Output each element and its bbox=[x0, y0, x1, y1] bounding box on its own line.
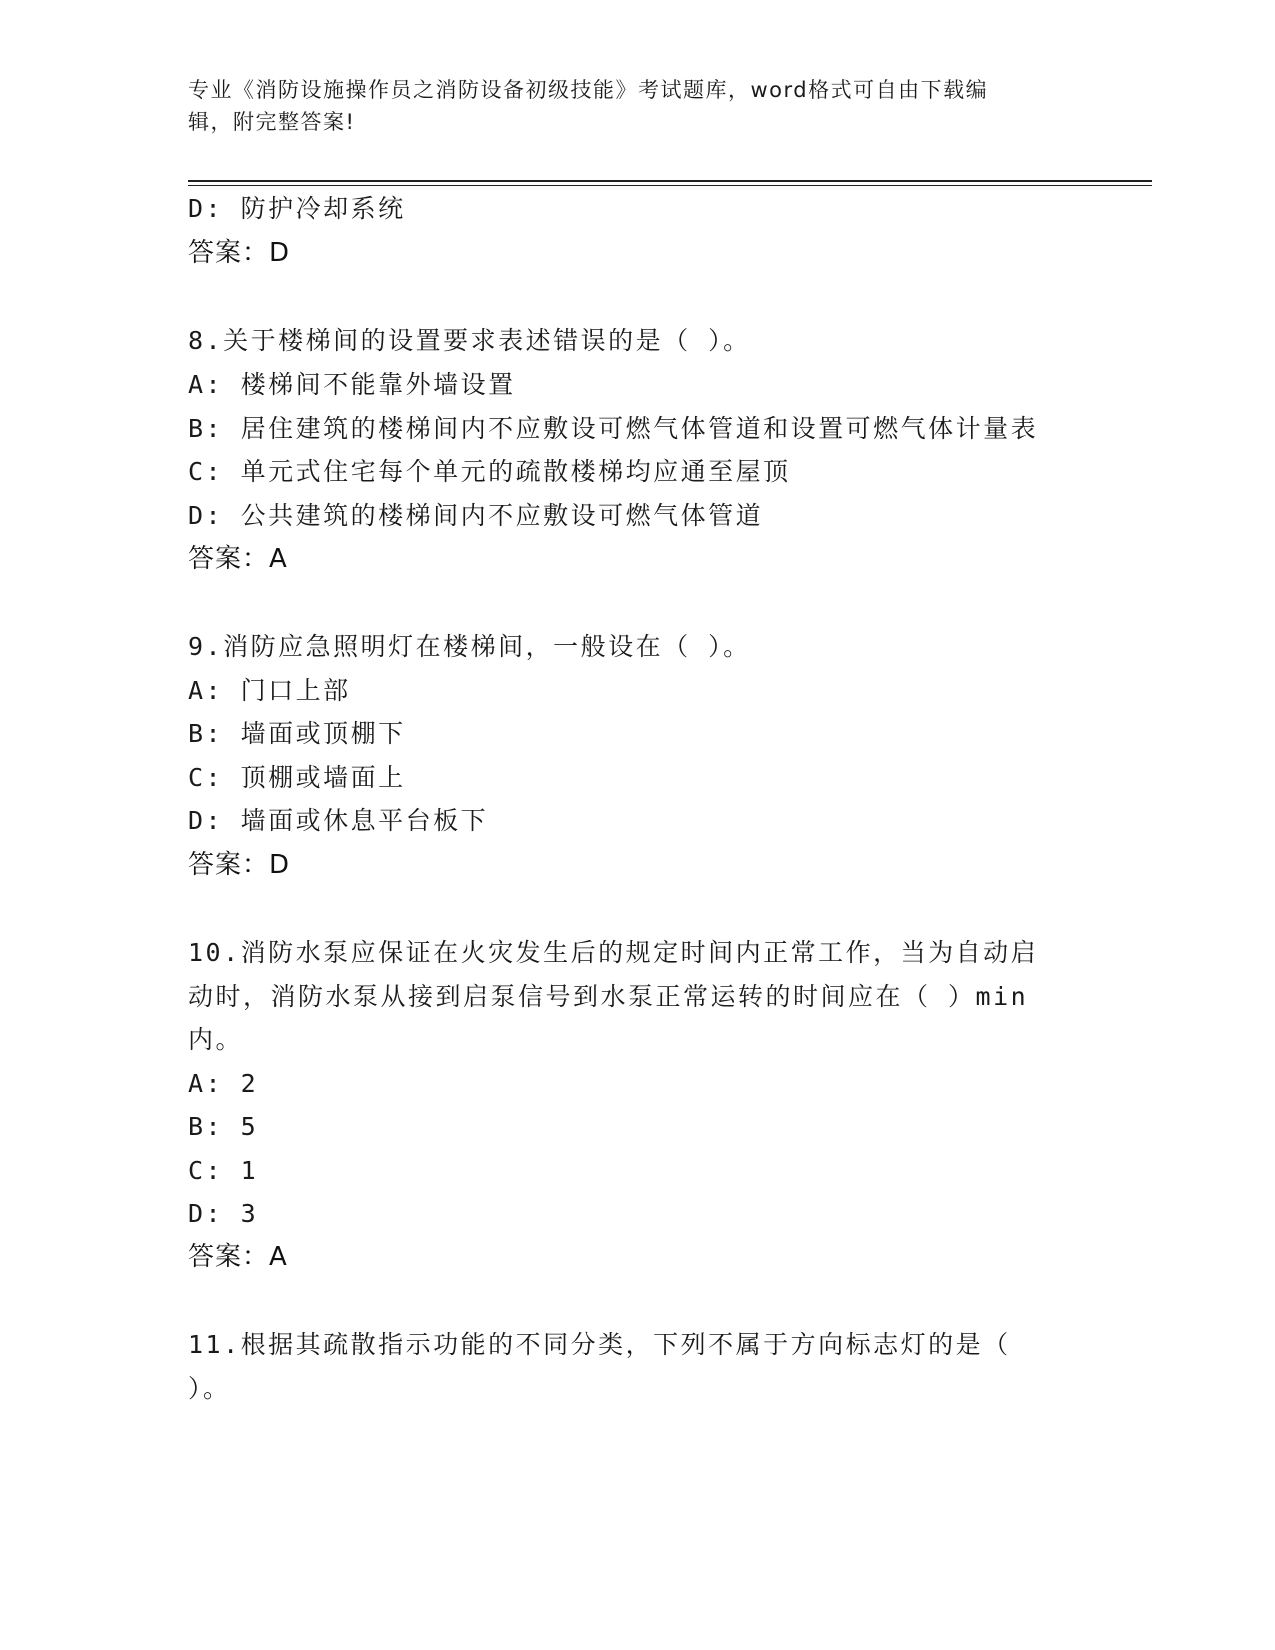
q8-option-c: C: 单元式住宅每个单元的疏散楼梯均应通至屋顶 bbox=[188, 457, 791, 486]
q9-option-c: C: 顶棚或墙面上 bbox=[188, 763, 406, 792]
q8-option-a: A: 楼梯间不能靠外墙设置 bbox=[188, 370, 516, 399]
q9-answer: 答案：D bbox=[188, 850, 291, 880]
page-header bbox=[188, 74, 1068, 138]
q8-option-d: D: 公共建筑的楼梯间内不应敷设可燃气体管道 bbox=[188, 501, 764, 530]
q10-option-a: A: 2 bbox=[188, 1069, 259, 1098]
q11-stem-line-1: 11.根据其疏散指示功能的不同分类，下列不属于方向标志灯的是（ bbox=[188, 1330, 1011, 1359]
q10-stem-line-1: 10.消防水泵应保证在火灾发生后的规定时间内正常工作，当为自动启 bbox=[188, 938, 1039, 967]
q9-stem: 9.消防应急照明灯在楼梯间，一般设在（ ）。 bbox=[188, 632, 751, 661]
q8-stem: 8.关于楼梯间的设置要求表述错误的是（ ）。 bbox=[188, 326, 751, 355]
header-divider-thin bbox=[188, 185, 1152, 186]
q11-stem-line-2: ）。 bbox=[188, 1374, 231, 1403]
q10-stem-line-3: 内。 bbox=[188, 1025, 244, 1054]
q9-option-a: A: 门口上部 bbox=[188, 676, 351, 705]
q8-answer: 答案：A bbox=[188, 544, 288, 574]
q7-option-d: D: 防护冷却系统 bbox=[188, 194, 406, 223]
header-line-2: 辑，附完整答案! bbox=[188, 110, 356, 134]
q10-stem-line-2: 动时，消防水泵从接到启泵信号到水泵正常运转的时间应在（ ）min bbox=[188, 982, 1029, 1011]
q9-option-b: B: 墙面或顶棚下 bbox=[188, 719, 406, 748]
q10-option-d: D: 3 bbox=[188, 1199, 259, 1228]
q10-option-b: B: 5 bbox=[188, 1112, 259, 1141]
header-divider-thick bbox=[188, 180, 1152, 182]
q9-option-d: D: 墙面或休息平台板下 bbox=[188, 806, 489, 835]
q8-option-b: B: 居住建筑的楼梯间内不应敷设可燃气体管道和设置可燃气体计量表 bbox=[188, 414, 1039, 443]
q7-answer: 答案：D bbox=[188, 238, 291, 268]
q10-option-c: C: 1 bbox=[188, 1156, 259, 1185]
q10-answer: 答案：A bbox=[188, 1242, 288, 1272]
header-line-1: 专业《消防设施操作员之消防设备初级技能》考试题库，word格式可自由下载编 bbox=[188, 78, 989, 102]
